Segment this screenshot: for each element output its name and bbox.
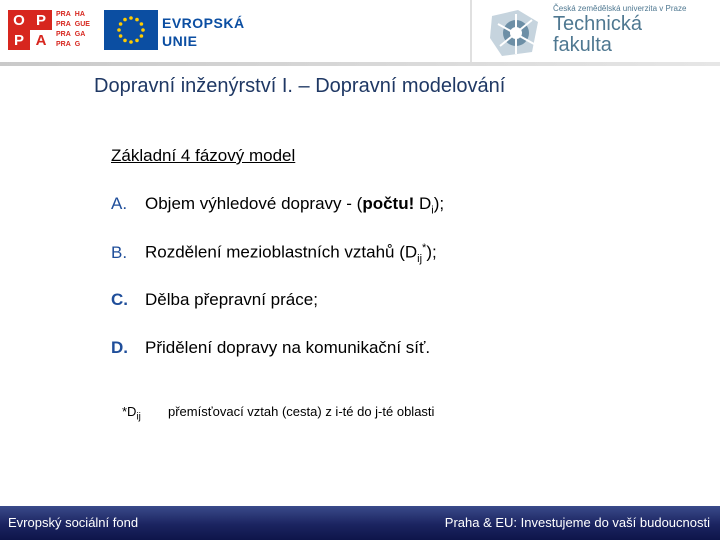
list-letter: A. [111,194,128,213]
header-divider [470,0,472,62]
faculty-name-line: Technická [553,13,642,35]
praha-text: PRA [56,11,71,18]
list-text: ); [433,194,445,213]
list-bold: počtu! [362,194,415,213]
oppa-letter: P [35,11,46,29]
list-letter: B. [111,242,128,262]
university-name: Česká zemědělská univerzita v Praze [553,4,687,13]
footer-right-text: Praha & EU: Investujeme do vaší budoucnosti [444,515,710,530]
list-text: Rozdělení mezioblastních vztahů (D [145,242,418,262]
eu-flag-icon [104,10,158,50]
praha-text: GA [74,31,86,38]
header-rule [0,62,720,66]
faculty-name [553,14,642,56]
oppa-letter: A [30,30,52,50]
list-item [111,242,437,265]
list-text: Přidělení dopravy na komunikační síť. [145,338,431,357]
footnote-text: přemísťovací vztah (cesta) z i-té do j-té oblasti [168,404,435,419]
footnote-sub: ij [136,411,141,423]
eu-text-line: UNIE [162,33,198,49]
list-sub: ij [417,253,423,266]
eu-text [162,14,245,50]
faculty-name-line: fakulta [553,34,612,56]
list-sup: * [422,242,427,254]
header [0,0,720,66]
footer-bar [0,506,720,540]
title-part: Dopravní modelování [315,75,506,97]
faculty-logo-icon [488,8,544,58]
oppa-logo [8,10,52,50]
oppa-letter: O [13,11,25,29]
praha-logo [56,10,100,50]
praha-text: GUE [74,21,90,28]
list-sub: i [431,204,434,217]
eu-text-line: EVROPSKÁ [162,15,245,31]
title-part: Dopravní inženýrství I. – [94,75,310,97]
footnote [122,404,435,423]
list-item [111,290,318,310]
footer-left-text: Evropský sociální fond [8,515,139,530]
praha-text: PRA [56,41,71,48]
list-text: D [414,194,432,213]
list-text: ); [426,242,437,262]
praha-text: HA [74,11,85,18]
slide-subtitle: Základní 4 fázový model [111,146,296,165]
list-text: Objem výhledové dopravy - ( [145,194,363,213]
praha-text: G [74,41,81,48]
list-item [111,338,430,358]
slide-title [94,75,505,98]
footnote-symbol: *D [122,404,137,419]
list-item [111,194,444,216]
praha-text: PRA [56,31,71,38]
praha-text: PRA [56,21,71,28]
list-letter: C. [111,290,128,309]
oppa-letter: P [13,31,24,49]
list-text: Dělba přepravní práce; [145,290,318,309]
list-letter: D. [111,338,128,357]
